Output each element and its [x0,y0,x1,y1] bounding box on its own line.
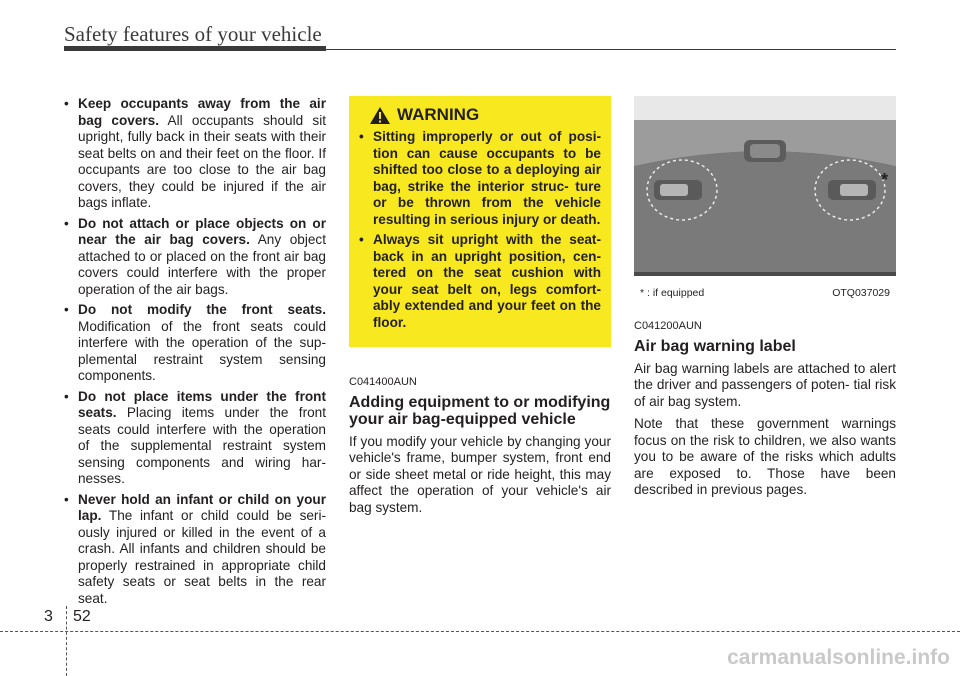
sun-visor-illustration [634,96,896,305]
bullet-dot-icon: • [64,388,69,404]
chapter-number: 3 [44,608,53,625]
list-item [64,302,326,385]
warning-box [349,96,611,347]
bullet-text: Modification of the front seats could interfere with the operation of the sup- plemental restraint system sensing components. [78,318,326,383]
warning-triangle-icon [369,106,391,125]
bullet-bold-text: Keep occupants away from the air bag covers. [78,96,326,128]
bullet-dot-icon: • [64,302,69,317]
warning-title: WARNING [397,105,480,125]
warning-header [369,106,601,125]
header-rule-thin [326,49,896,50]
header-rule [64,46,326,51]
figure-caption-code: OTQ037029 [832,286,890,299]
section-paragraph: Note that these government warnings focus on the risk to children, we also wants you to be aware of the risks which adults are exposed to. Those have been described in previous pages. [634,416,896,497]
bullet-text: Any object attached to or placed on the front air bag covers could interfere with the proper operation of the air bags. [78,232,326,297]
bullet-bold-text: Do not attach or place objects on or near the air bag covers. [78,215,326,247]
list-item [64,96,326,212]
bullet-text: All occupants should sit upright, fully back in their seats with their seat belts on and their feet on the floor. If occupants are too close to the air bag covers, they could be injured if the air bags inflate. [78,112,326,210]
column-left [64,96,326,611]
list-item [64,389,326,488]
bullet-text: The infant or child could be seri- ously injured or killed in the event of a crash. All infants and children should be properly restrained in appropriate child safety seats or seat belts in the rear seat. [78,508,326,606]
bullet-bold-text: Do not place items under the front seats. [78,388,326,420]
marker-asterisk: * [881,170,889,190]
figure-caption-note: * : if equipped [640,286,705,299]
airbag-label-figure [634,96,896,305]
page-header-title: Safety features of your vehicle [64,22,322,46]
bullet-dot-icon: • [359,129,364,144]
bullet-dot-icon: • [64,491,69,507]
bullet-bold-text: Never hold an infant or child on your lap. [78,491,326,523]
footer-rule [0,631,960,632]
bullet-dot-icon: • [64,215,69,231]
bullet-dot-icon: • [64,96,69,111]
warning-item [359,129,601,228]
warning-text: Sitting improperly or out of posi- tion can cause occupants to be shifted too close to a deploying air bag, strike the interior struc- ture or be thrown from the vehicle resulting in serious injury or death. [373,129,601,227]
bullet-dot-icon: • [359,232,364,247]
column-right [634,96,896,505]
list-item [64,492,326,608]
list-item [64,216,326,299]
section-paragraph: Air bag warning labels are attached to alert the driver and passengers of poten- tial risk of air bag system. [634,360,896,409]
section-code: C041200AUN [634,320,702,332]
bullet-text: Placing items under the front seats could interfere with the operation of the supplemental restraint system sensing components and wiring har- nesses. [78,405,326,486]
column-middle [349,96,611,522]
footer-divider [66,606,67,676]
watermark: carmanualsonline.info [727,646,950,669]
page-number: 52 [73,608,91,625]
section-heading: Adding equipment to or modifying your air bag-equipped vehicle [349,393,611,428]
warning-text: Always sit upright with the seat- back in an upright position, cen- tered on the seat cushion with your seat belt on, legs comfort- ably extended and your feet on the floor. [373,232,601,330]
section-code: C041400AUN [349,376,417,388]
bullet-bold-text: Do not modify the front seats. [78,302,326,317]
section-paragraph: If you modify your vehicle by changing your vehicle's frame, bumper system, front end or side sheet metal or ride height, this may affect the operation of your vehicle's air bag system. [349,433,611,515]
warning-item [359,232,601,331]
section-heading: Air bag warning label [634,337,796,355]
